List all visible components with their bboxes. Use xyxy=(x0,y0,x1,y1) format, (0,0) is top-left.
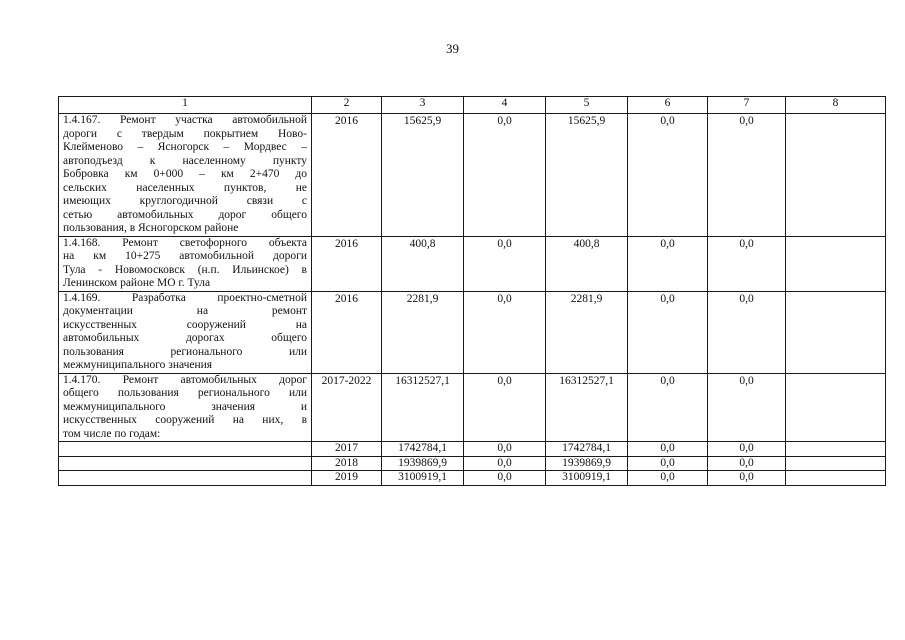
cell-c5: 400,8 xyxy=(546,236,628,291)
description-line: 1.4.170. Ремонт автомобильных дорог xyxy=(63,373,307,386)
cell-c3: 400,8 xyxy=(382,236,464,291)
cell-c5: 2281,9 xyxy=(546,291,628,373)
cell-c8 xyxy=(786,236,886,291)
cell-c7: 0,0 xyxy=(708,236,786,291)
cell-c3: 1939869,9 xyxy=(382,456,464,471)
year-row xyxy=(59,442,886,457)
item-description xyxy=(59,114,312,237)
cell-c7: 0,0 xyxy=(708,456,786,471)
cell-c3: 16312527,1 xyxy=(382,373,464,442)
column-header: 4 xyxy=(464,97,546,114)
cell-c4: 0,0 xyxy=(464,471,546,486)
cell-c3: 15625,9 xyxy=(382,114,464,237)
description-line: сельских населенных пунктов, не xyxy=(63,181,307,194)
description-line: общего пользования регионального или xyxy=(63,387,307,399)
description-line: дороги с твердым покрытием Ново- xyxy=(63,127,307,140)
cell-c8 xyxy=(786,114,886,237)
cell-c6: 0,0 xyxy=(628,291,708,373)
cell-c8 xyxy=(786,442,886,457)
cell-c8 xyxy=(786,456,886,471)
column-header: 2 xyxy=(312,97,382,114)
description-line: Клейменово – Ясногорск – Мордвес – xyxy=(63,141,307,153)
description-line: том числе по годам: xyxy=(63,427,161,440)
item-description xyxy=(59,291,312,373)
cell-c4: 0,0 xyxy=(464,442,546,457)
cell-c6: 0,0 xyxy=(628,442,708,457)
cell-c6: 0,0 xyxy=(628,471,708,486)
page-number: 39 xyxy=(446,41,459,56)
cell-c8 xyxy=(786,471,886,486)
description-line: пользования регионального или xyxy=(63,345,307,358)
cell-c5: 1742784,1 xyxy=(546,442,628,457)
cell-c3: 2281,9 xyxy=(382,291,464,373)
cell-c4: 0,0 xyxy=(464,456,546,471)
description-line: документации на ремонт xyxy=(63,305,307,317)
cell-c7: 0,0 xyxy=(708,114,786,237)
cell-c4: 0,0 xyxy=(464,236,546,291)
cell-c2: 2017-2022 xyxy=(312,373,382,442)
cell-c2: 2017 xyxy=(312,442,382,457)
cell-c2: 2016 xyxy=(312,291,382,373)
description-line: Ленинском районе МО г. Тула xyxy=(63,277,211,289)
column-header: 5 xyxy=(546,97,628,114)
cell-c7: 0,0 xyxy=(708,442,786,457)
table-row xyxy=(59,114,886,237)
empty-description-cell xyxy=(59,442,312,457)
description-line: сетью автомобильных дорог общего xyxy=(63,208,307,221)
cell-c6: 0,0 xyxy=(628,236,708,291)
description-line: 1.4.168. Ремонт светофорного объекта xyxy=(63,236,307,249)
cell-c5: 15625,9 xyxy=(546,114,628,237)
column-header: 1 xyxy=(59,97,312,114)
description-line: имеющих круглогодичной связи с xyxy=(63,195,307,207)
description-line: 1.4.169. Разработка проектно-сметной xyxy=(63,291,307,304)
description-line: на км 10+275 автомобильной дороги xyxy=(63,250,307,262)
cell-c7: 0,0 xyxy=(708,471,786,486)
description-line: межмуниципального значения xyxy=(63,359,213,371)
item-description xyxy=(59,236,312,291)
year-row xyxy=(59,471,886,486)
cell-c4: 0,0 xyxy=(464,114,546,237)
cell-c8 xyxy=(786,373,886,442)
description-line: искусственных сооружений на xyxy=(63,318,307,331)
cell-c5: 1939869,9 xyxy=(546,456,628,471)
cell-c5: 16312527,1 xyxy=(546,373,628,442)
cell-c3: 3100919,1 xyxy=(382,471,464,486)
table-row xyxy=(59,373,886,442)
cell-c5: 3100919,1 xyxy=(546,471,628,486)
cell-c4: 0,0 xyxy=(464,373,546,442)
column-header: 6 xyxy=(628,97,708,114)
cell-c2: 2016 xyxy=(312,236,382,291)
table-row xyxy=(59,236,886,291)
cell-c6: 0,0 xyxy=(628,373,708,442)
column-header: 3 xyxy=(382,97,464,114)
cell-c7: 0,0 xyxy=(708,373,786,442)
cell-c2: 2016 xyxy=(312,114,382,237)
table-row xyxy=(59,291,886,373)
empty-description-cell xyxy=(59,456,312,471)
cell-c8 xyxy=(786,291,886,373)
item-description xyxy=(59,373,312,442)
cell-c7: 0,0 xyxy=(708,291,786,373)
cell-c6: 0,0 xyxy=(628,456,708,471)
description-line: Бобровка км 0+000 – км 2+470 до xyxy=(63,168,307,180)
cell-c6: 0,0 xyxy=(628,114,708,237)
description-line: автоподъезд к населенному пункту xyxy=(63,154,307,167)
description-line: 1.4.167. Ремонт участка автомобильной xyxy=(63,114,307,126)
year-row xyxy=(59,456,886,471)
column-number-row xyxy=(59,97,886,114)
cell-c3: 1742784,1 xyxy=(382,442,464,457)
cell-c2: 2018 xyxy=(312,456,382,471)
description-line: пользования, в Ясногорском районе xyxy=(63,222,239,234)
description-line: автомобильных дорогах общего xyxy=(63,332,307,344)
empty-description-cell xyxy=(59,471,312,486)
budget-table xyxy=(58,96,886,486)
cell-c2: 2019 xyxy=(312,471,382,486)
description-line: межмуниципального значения и xyxy=(63,400,307,413)
cell-c4: 0,0 xyxy=(464,291,546,373)
column-header: 7 xyxy=(708,97,786,114)
description-line: искусственных сооружений на них, в xyxy=(63,414,307,426)
description-line: Тула - Новомосковск (н.п. Ильинское) в xyxy=(63,263,307,276)
column-header: 8 xyxy=(786,97,886,114)
